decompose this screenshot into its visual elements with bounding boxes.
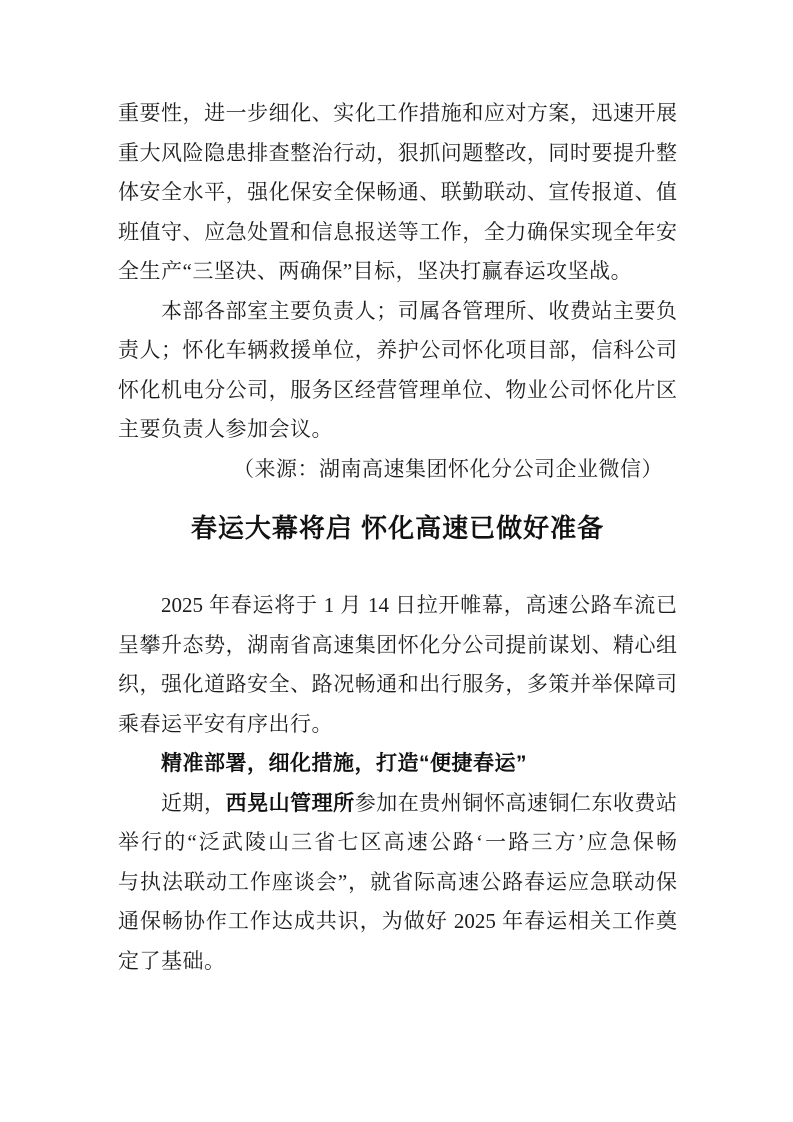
- text-run: 乘春运平安有序出行。: [118, 711, 333, 736]
- paragraph-line: [118, 784, 677, 824]
- paragraph-line: [118, 823, 677, 863]
- text-run: 重大风险隐患排查整治行动，狠抓问题整改，同时要提升整: [118, 140, 677, 165]
- text-run: 全生产“三坚决、两确保”目标，坚决打赢春运攻坚战。: [118, 259, 633, 283]
- text-run: 呈攀升态势，湖南省高速集团怀化分公司提前谋划、精心组: [118, 632, 677, 657]
- text-run: 2025 年春运将于 1 月 14 日拉开帷幕，高速公路车流已: [161, 593, 677, 617]
- paragraph-line: [118, 134, 677, 174]
- paragraph-line: [118, 705, 677, 745]
- text-run: 体安全水平，强化保安全保畅通、联勤联动、宣传报道、值: [118, 180, 677, 204]
- text-run: 班值守、应急处置和信息报送等工作，全力确保实现全年安: [118, 219, 677, 244]
- paragraph-line: [118, 213, 677, 253]
- paragraph-line: [118, 371, 677, 411]
- text-run: 定了基础。: [118, 948, 226, 973]
- bold-text-run: 西晃山管理所: [225, 791, 355, 815]
- source-attribution: （来源：湖南高速集团怀化分公司企业微信）: [233, 456, 663, 481]
- section-subheading: [118, 744, 677, 784]
- paragraph-line: [118, 292, 677, 332]
- text-run: 织，强化道路安全、路况畅通和出行服务，多策并举保障司: [118, 672, 677, 696]
- text-run: 重要性，进一步细化、实化工作措施和应对方案，迅速开展: [118, 101, 677, 125]
- paragraph-line: [118, 863, 677, 903]
- paragraph-line: [118, 410, 677, 450]
- document-body: [118, 94, 677, 981]
- paragraph-line: [118, 173, 677, 213]
- text-run: 责人；怀化车辆救援单位，养护公司怀化项目部，信科公司: [118, 338, 677, 362]
- paragraph-line: [118, 626, 677, 666]
- text-run: 与执法联动工作座谈会”，就省际高速公路春运应急联动保: [118, 869, 677, 894]
- paragraph-line: [118, 331, 677, 371]
- article-title: 春运大幕将启 怀化高速已做好准备: [190, 513, 605, 543]
- paragraph-line: [118, 252, 677, 292]
- text-run: 通保畅协作工作达成共识，为做好 2025 年春运相关工作奠: [118, 909, 677, 933]
- text-run: 怀化机电分公司，服务区经营管理单位、物业公司怀化片区: [118, 377, 677, 402]
- text-run: 精准部署，细化措施，打造“便捷春运”: [161, 752, 527, 775]
- text-run: 本部各部室主要负责人；司属各管理所、收费站主要负: [161, 298, 677, 323]
- paragraph-line: [118, 94, 677, 134]
- paragraph-line: [118, 902, 677, 942]
- text-run: 参加在贵州铜怀高速铜仁东收费站: [354, 790, 678, 815]
- text-run: 主要负责人参加会议。: [118, 417, 333, 441]
- paragraph-line: [118, 665, 677, 705]
- text-run: 近期，: [161, 790, 226, 815]
- text-run: 举行的“泛武陵山三省七区高速公路‘一路三方’应急保畅: [118, 830, 677, 854]
- paragraph-line: [118, 942, 677, 982]
- paragraph-line: [118, 586, 677, 626]
